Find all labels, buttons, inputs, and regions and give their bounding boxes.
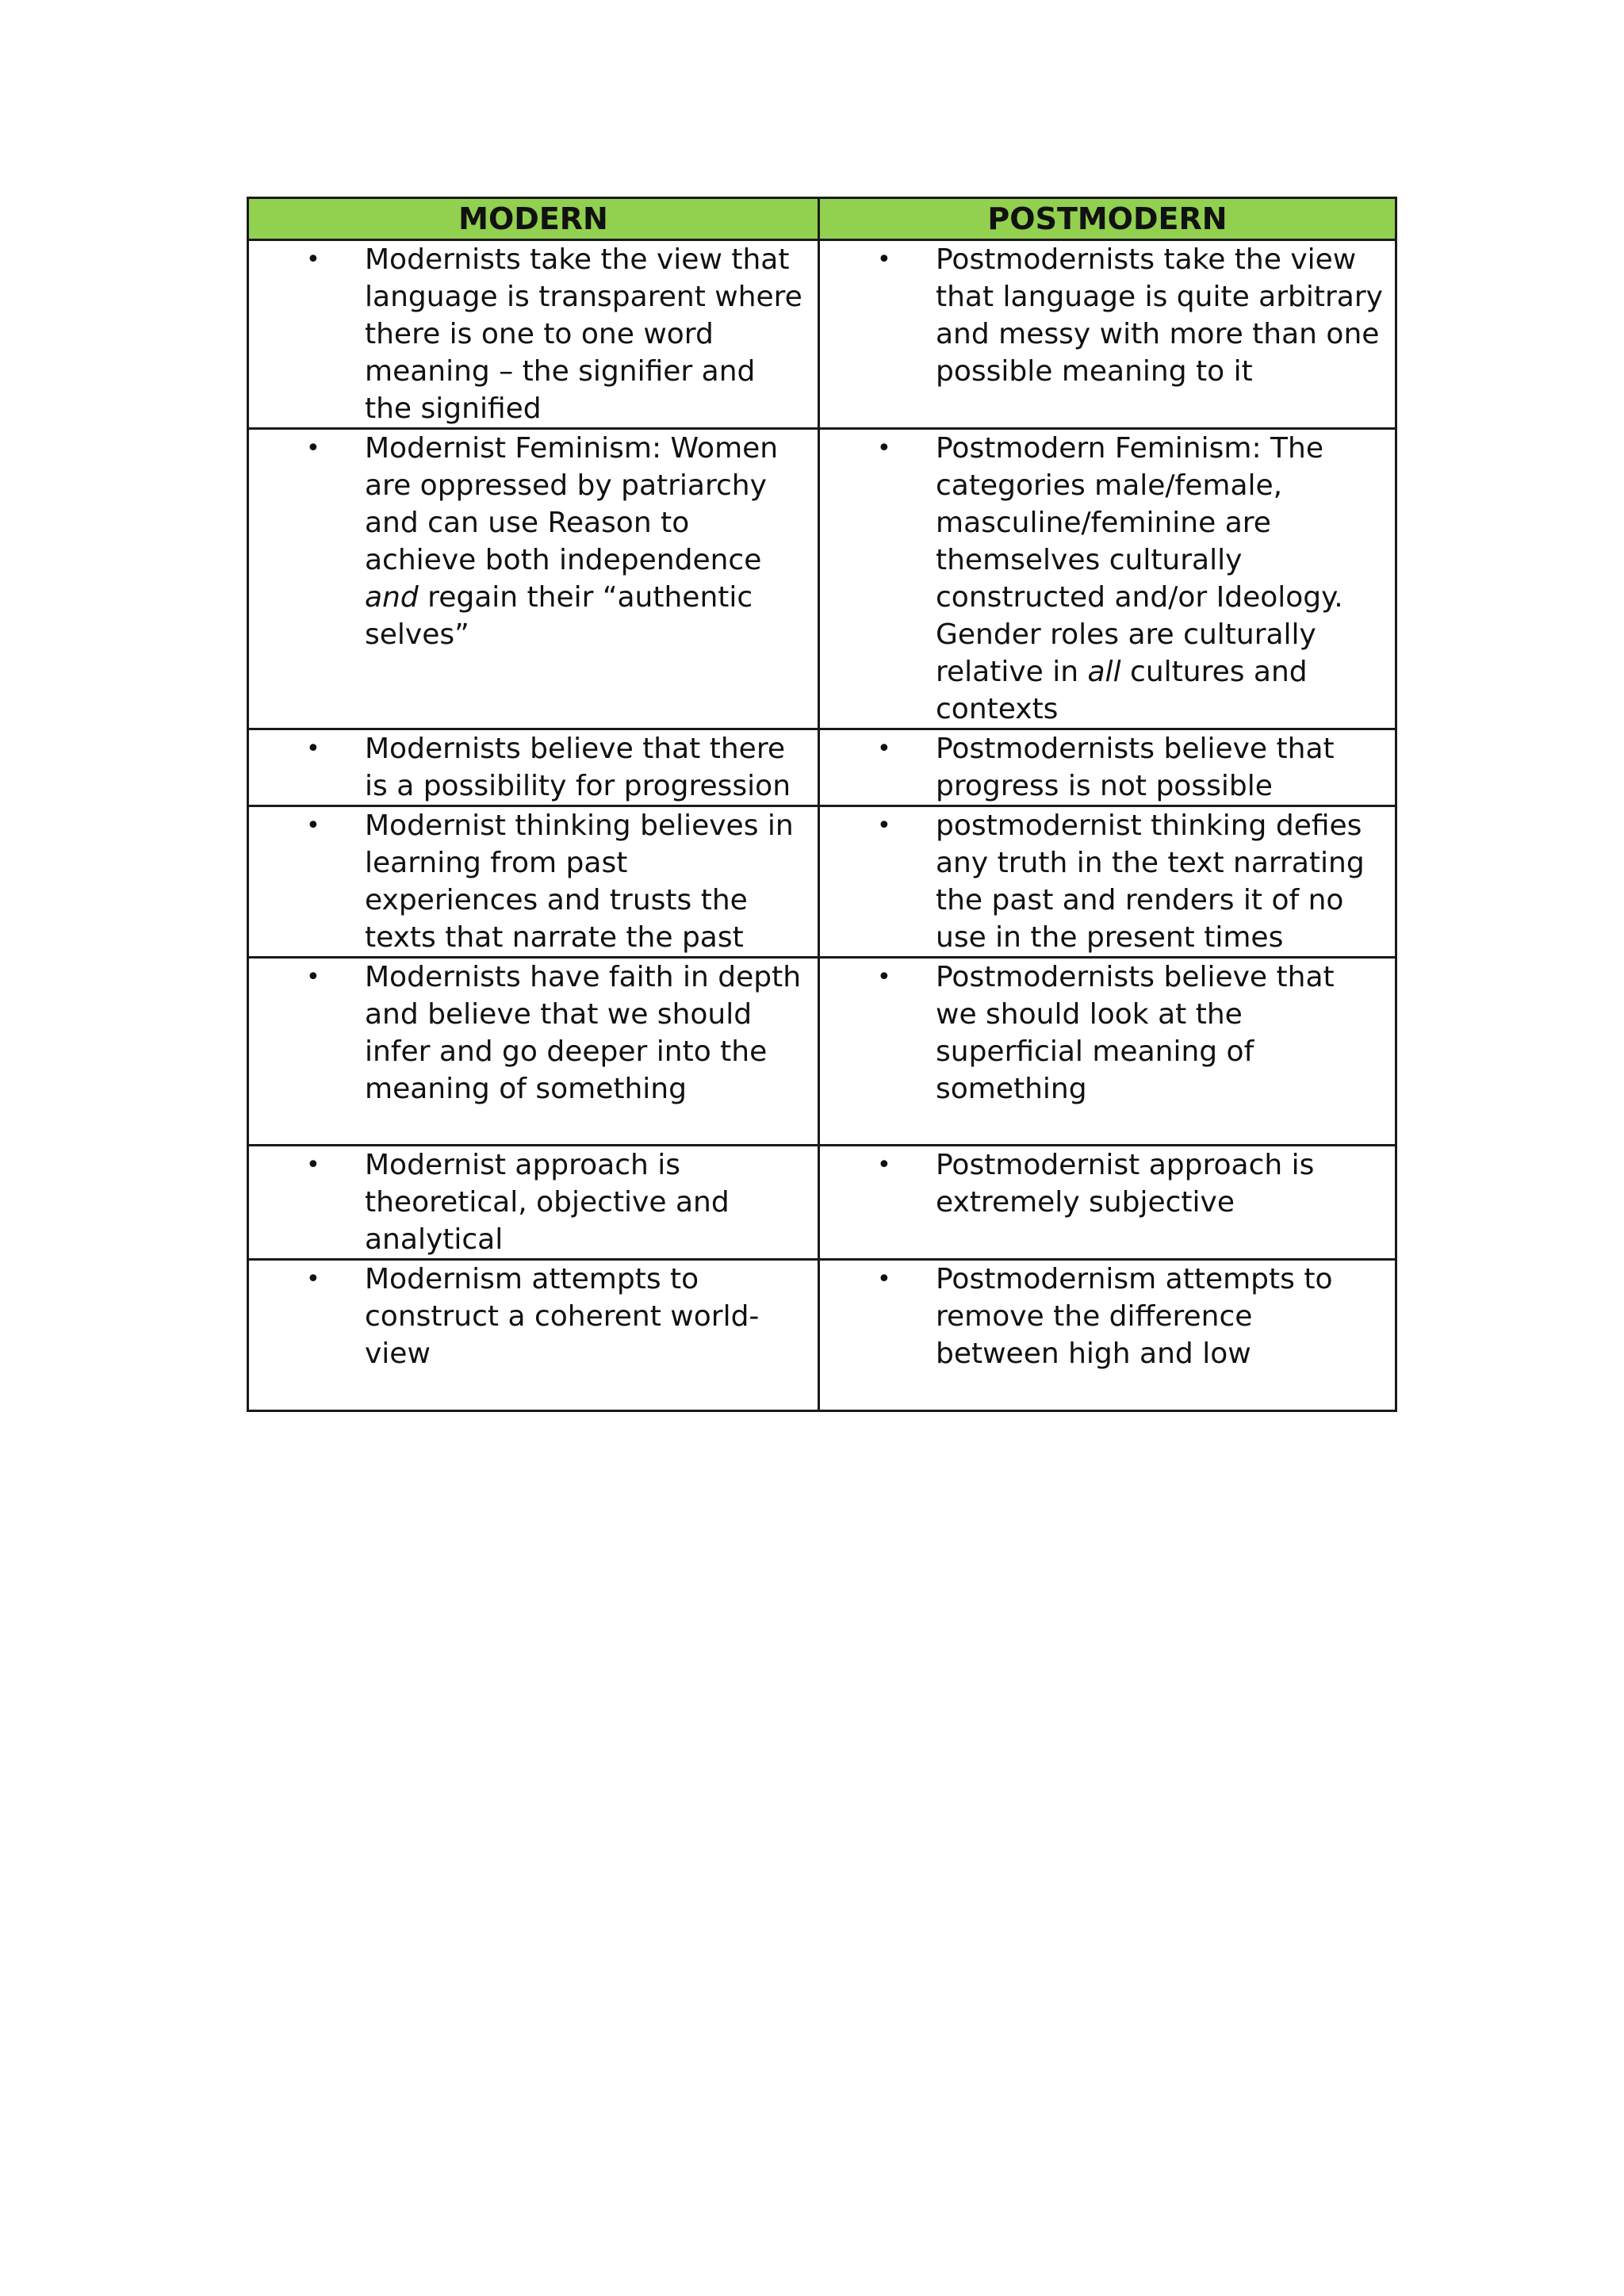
postmodern-text: Postmodernists believe that we should look at the superficial meaning of something — [936, 961, 1335, 1105]
table-row — [248, 958, 1396, 1146]
table-row — [248, 806, 1396, 958]
header-modern: MODERN — [248, 198, 819, 240]
bullet-icon: • — [306, 963, 320, 991]
bullet-icon: • — [877, 1151, 891, 1179]
table-row — [248, 1260, 1396, 1411]
bullet-icon: • — [306, 812, 320, 840]
modern-text: Modernism attempts to construct a coherent world-view — [365, 1263, 760, 1370]
bullet-icon: • — [877, 434, 891, 462]
comparison-table — [247, 197, 1397, 1412]
bullet-icon: • — [877, 812, 891, 840]
table-row — [248, 429, 1396, 729]
modern-text-part: regain their “authentic selves” — [365, 581, 753, 651]
postmodern-text-part: Postmodern Feminism: The categories male/female, masculine/feminine are themselves culturally constructed and/or Ideology. Gender roles are culturally relative in — [936, 432, 1343, 688]
postmodern-text: Postmodernism attempts to remove the difference between high and low — [936, 1263, 1333, 1370]
bullet-icon: • — [877, 246, 891, 274]
bullet-icon: • — [877, 735, 891, 763]
modern-text-emphasis: and — [365, 581, 419, 614]
table-header-row — [248, 198, 1396, 240]
modern-cell — [248, 1146, 819, 1260]
bullet-icon: • — [306, 434, 320, 462]
modern-text: Modernist approach is theoretical, objective and analytical — [365, 1149, 730, 1256]
postmodern-text-emphasis: all — [1087, 656, 1121, 688]
bullet-icon: • — [306, 735, 320, 763]
postmodern-cell — [819, 958, 1396, 1146]
postmodern-text-part: cultures and contexts — [936, 656, 1308, 725]
bullet-icon: • — [306, 1151, 320, 1179]
modern-text: Modernists take the view that language is transparent where there is one to one word meaning – the signifier and the signified — [365, 243, 802, 425]
table-row — [248, 729, 1396, 806]
postmodern-text: postmodernist thinking defies any truth in the text narrating the past and renders it of no use in the present times — [936, 809, 1365, 954]
modern-text: Modernists believe that there is a possibility for progression — [365, 733, 791, 802]
postmodern-cell — [819, 806, 1396, 958]
modern-text: Modernist thinking believes in learning from past experiences and trusts the texts that narrate the past — [365, 809, 794, 954]
modern-cell — [248, 958, 819, 1146]
bullet-icon: • — [306, 246, 320, 274]
bullet-icon: • — [877, 1265, 891, 1293]
postmodern-text: Postmodernists believe that progress is not possible — [936, 733, 1335, 802]
modern-cell — [248, 729, 819, 806]
postmodern-cell — [819, 1260, 1396, 1411]
header-postmodern: POSTMODERN — [819, 198, 1396, 240]
postmodern-cell — [819, 1146, 1396, 1260]
postmodern-text: Postmodernists take the view that language is quite arbitrary and messy with more than one possible meaning to it — [936, 243, 1383, 388]
bullet-icon: • — [306, 1265, 320, 1293]
postmodern-text — [936, 430, 1384, 728]
modern-cell — [248, 806, 819, 958]
postmodern-text: Postmodernist approach is extremely subjective — [936, 1149, 1315, 1219]
modern-cell — [248, 429, 819, 729]
table-row — [248, 1146, 1396, 1260]
modern-cell — [248, 1260, 819, 1411]
bullet-icon: • — [877, 963, 891, 991]
modern-text: Modernists have faith in depth and believe that we should infer and go deeper into the meaning of something — [365, 961, 802, 1105]
postmodern-cell — [819, 429, 1396, 729]
modern-cell — [248, 240, 819, 429]
table-row — [248, 240, 1396, 429]
postmodern-cell — [819, 729, 1396, 806]
modern-text — [365, 430, 806, 653]
modern-text-part: Modernist Feminism: Women are oppressed by patriarchy and can use Reason to achieve both independence — [365, 432, 779, 576]
postmodern-cell — [819, 240, 1396, 429]
